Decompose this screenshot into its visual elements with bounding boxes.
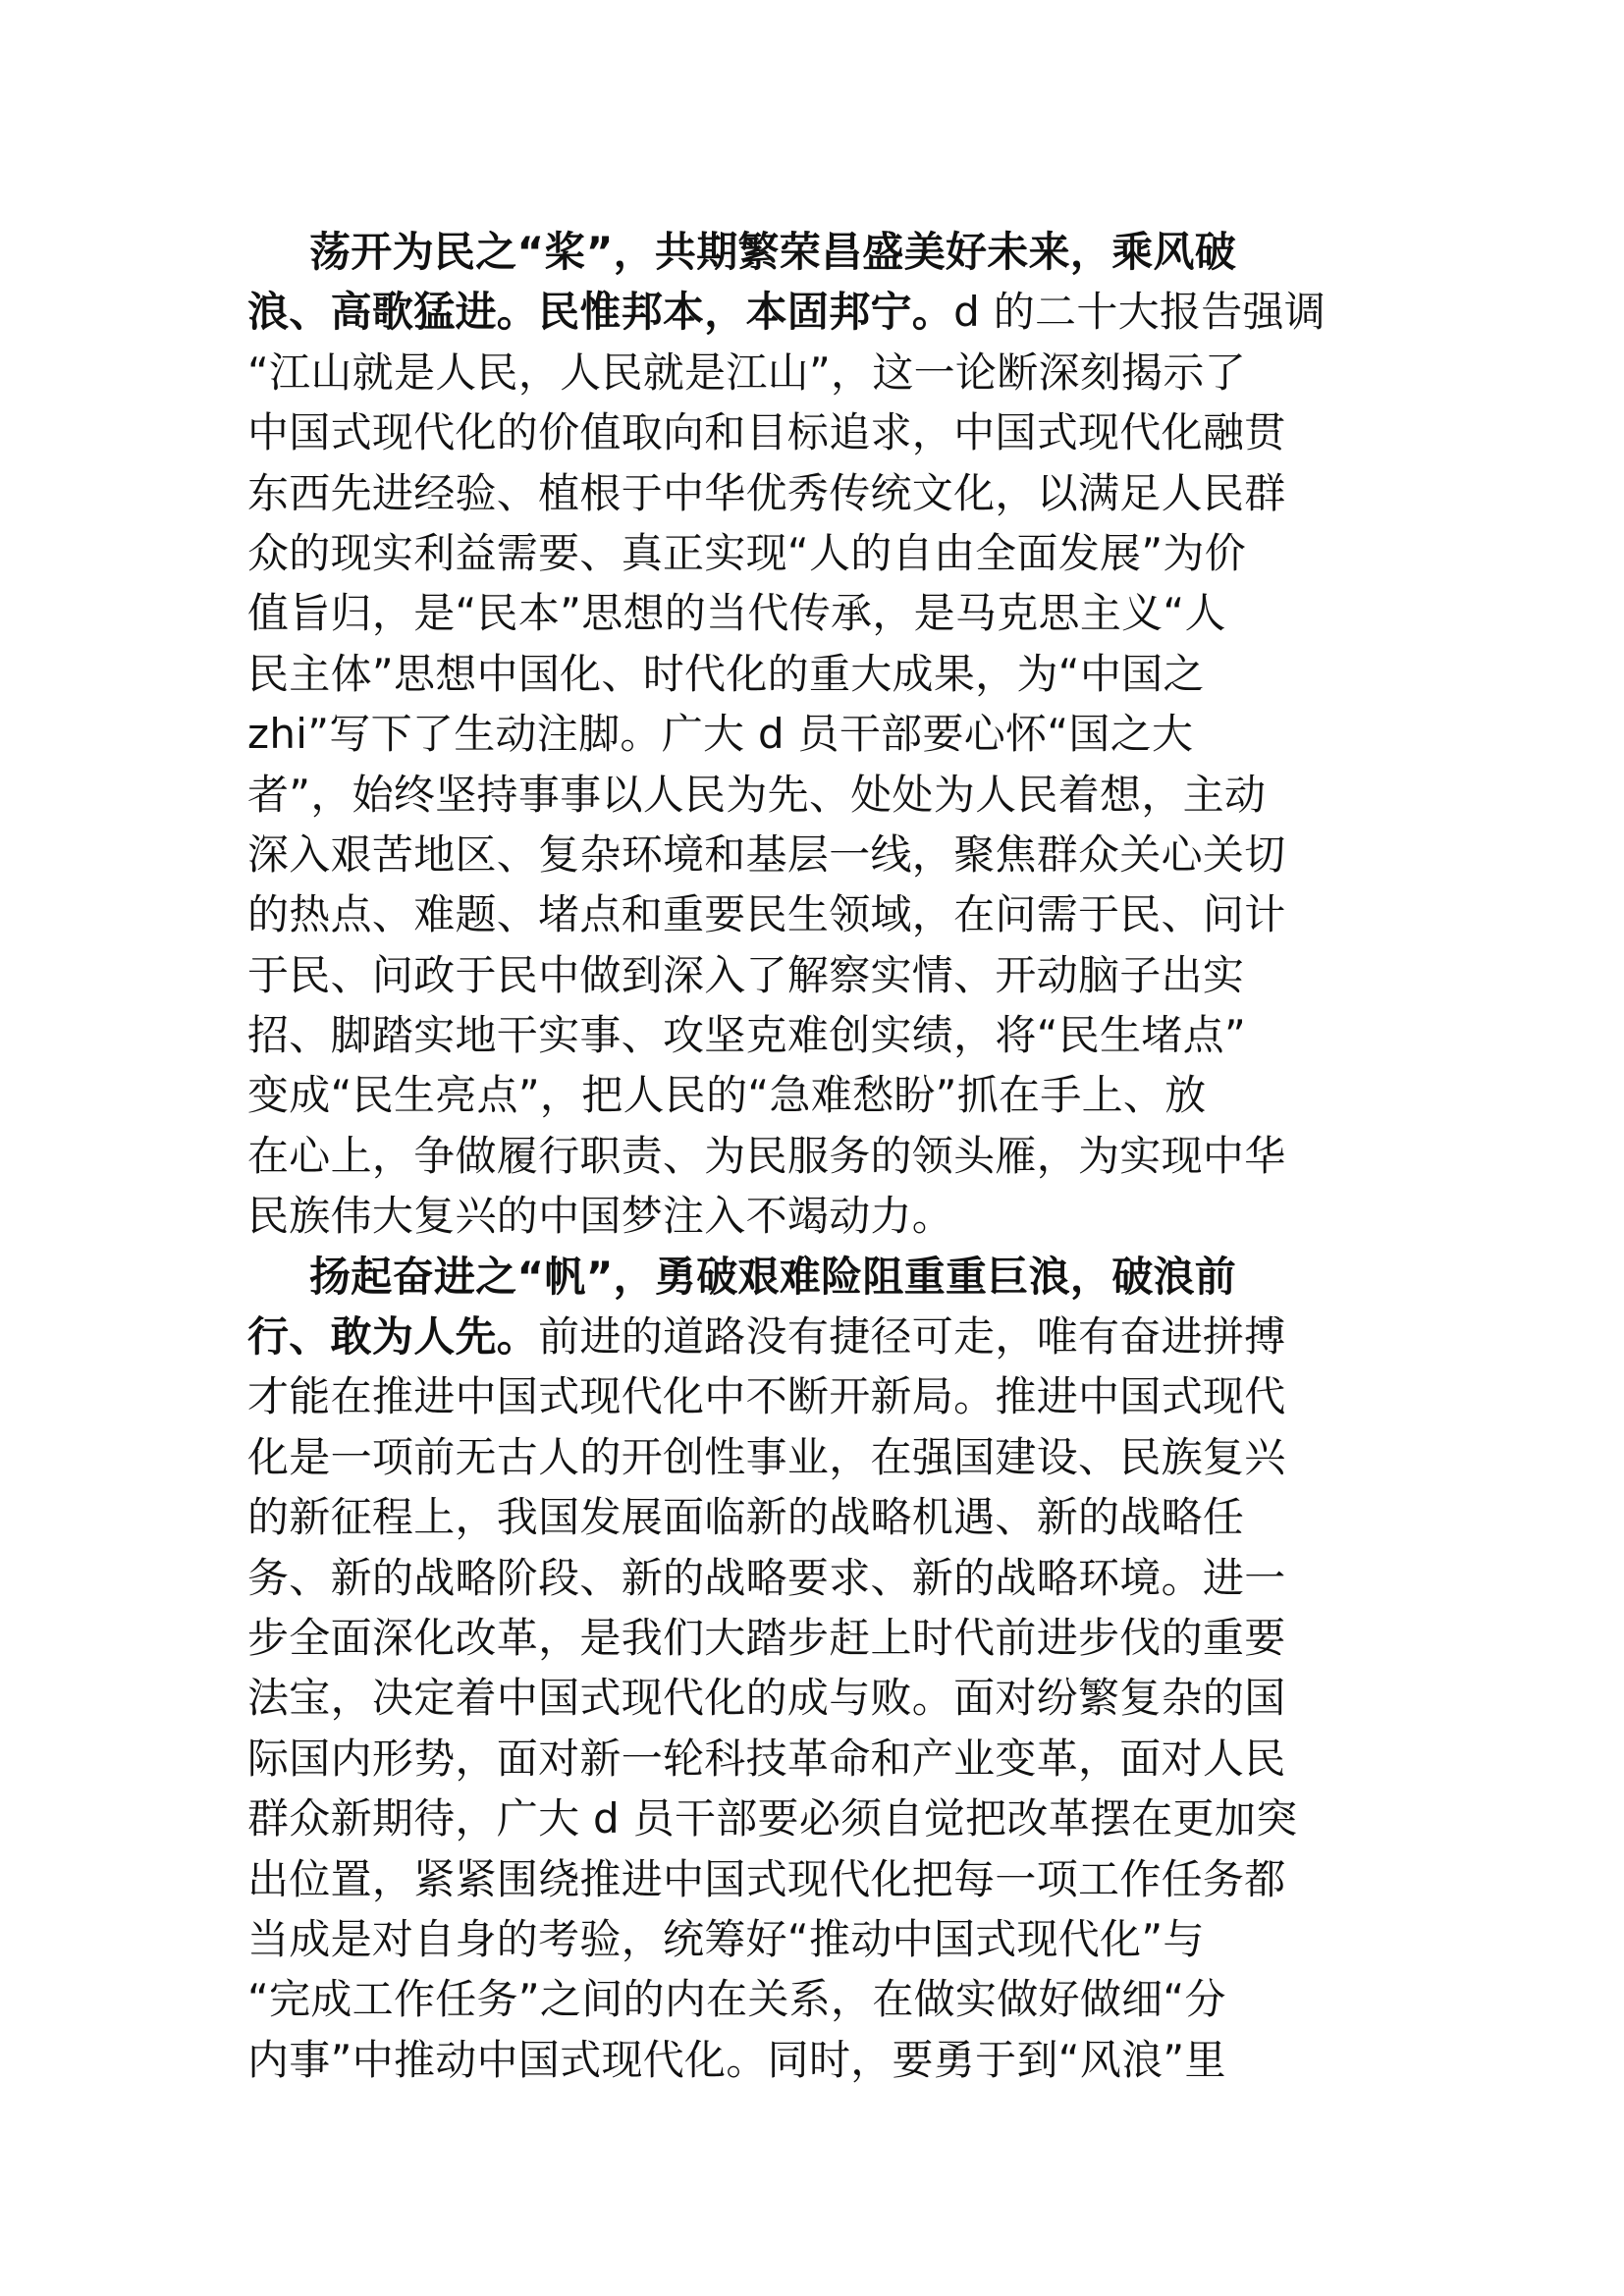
text-line bbox=[247, 343, 1377, 402]
body-text: 化是一项前无古人的开创性事业，在强国建设、民族复兴 bbox=[247, 1432, 1286, 1481]
text-line bbox=[247, 1247, 1377, 1307]
body-text: 才能在推进中国式现代化中不断开新局。推进中国式现代 bbox=[247, 1372, 1286, 1421]
body-text: 众的现实利益需要、真正实现“人的自由全面发展”为价 bbox=[247, 528, 1247, 577]
body-text: d 的二十大报告强调 bbox=[953, 288, 1326, 337]
text-line bbox=[247, 1668, 1377, 1728]
text-line bbox=[247, 1005, 1377, 1065]
paragraph-1 bbox=[247, 222, 1377, 1247]
body-text: 民族伟大复兴的中国梦注入不竭动力。 bbox=[247, 1192, 954, 1241]
text-line bbox=[247, 825, 1377, 884]
body-text: 于民、问政于民中做到深入了解察实情、开动脑子出实 bbox=[247, 950, 1245, 999]
bold-heading-text: 荡开为民之“桨”，共期繁荣昌盛美好未来，乘风破 bbox=[309, 228, 1237, 276]
text-line bbox=[247, 2030, 1377, 2090]
body-text: 在心上，争做履行职责、为民服务的领头雁，为实现中华 bbox=[247, 1131, 1286, 1180]
body-text: 值旨归，是“民本”思想的当代传承，是马克思主义“人 bbox=[247, 589, 1226, 638]
body-text: 步全面深化改革，是我们大踏步赶上时代前进步伐的重要 bbox=[247, 1613, 1286, 1662]
body-text: 当成是对自身的考验，统筹好“推动中国式现代化”与 bbox=[247, 1914, 1205, 1963]
text-line bbox=[247, 1548, 1377, 1608]
text-line bbox=[247, 884, 1377, 944]
bold-heading-text: 浪、高歌猛进。民惟邦本，本固邦宁。 bbox=[247, 288, 954, 337]
text-line bbox=[247, 222, 1377, 282]
text-line bbox=[247, 644, 1377, 704]
text-line bbox=[247, 1427, 1377, 1487]
body-text: 群众新期待，广大 d 员干部要必须自觉把改革摆在更加突 bbox=[247, 1794, 1298, 1843]
body-text: 招、脚踏实地干实事、攻坚克难创实绩，将“民生堵点” bbox=[247, 1011, 1247, 1060]
bold-heading-text: 行、敢为人先。 bbox=[247, 1312, 539, 1362]
text-line bbox=[247, 1909, 1377, 1969]
text-line bbox=[247, 1186, 1377, 1246]
text-line bbox=[247, 1969, 1377, 2029]
text-line bbox=[247, 704, 1377, 764]
text-line bbox=[247, 282, 1377, 342]
body-text: “完成工作任务”之间的内在关系，在做实做好做细“分 bbox=[247, 1975, 1226, 2024]
text-line bbox=[247, 1065, 1377, 1125]
body-text: 者”，始终坚持事事以人民为先、处处为人民着想，主动 bbox=[247, 770, 1267, 819]
paragraph-2 bbox=[247, 1247, 1377, 2090]
body-text: 深入艰苦地区、复杂环境和基层一线，聚焦群众关心关切 bbox=[247, 829, 1286, 879]
text-line bbox=[247, 1849, 1377, 1909]
text-line bbox=[247, 1729, 1377, 1789]
text-line bbox=[247, 1366, 1377, 1426]
text-line bbox=[247, 583, 1377, 643]
text-line bbox=[247, 402, 1377, 462]
document-body bbox=[247, 222, 1377, 2090]
body-text: 民主体”思想中国化、时代化的重大成果，为“中国之 bbox=[247, 649, 1205, 698]
body-text: 变成“民生亮点”，把人民的“急难愁盼”抓在手上、放 bbox=[247, 1071, 1207, 1120]
body-text: “江山就是人民，人民就是江山”，这一论断深刻揭示了 bbox=[247, 347, 1247, 397]
bold-heading-text: 扬起奋进之“帆”，勇破艰难险阻重重巨浪，破浪前 bbox=[309, 1252, 1237, 1301]
body-text: 的新征程上，我国发展面临新的战略机遇、新的战略任 bbox=[247, 1493, 1245, 1542]
body-text: zhi”写下了生动注脚。广大 d 员干部要心怀“国之大 bbox=[247, 710, 1194, 759]
text-line bbox=[247, 1126, 1377, 1186]
text-line bbox=[247, 1789, 1377, 1848]
body-text: 中国式现代化的价值取向和目标追求，中国式现代化融贯 bbox=[247, 408, 1286, 457]
body-text: 前进的道路没有捷径可走，唯有奋进拼搏 bbox=[538, 1312, 1286, 1362]
text-line bbox=[247, 1487, 1377, 1547]
body-text: 际国内形势，面对新一轮科技革命和产业变革，面对人民 bbox=[247, 1734, 1286, 1783]
body-text: 东西先进经验、植根于中华优秀传统文化，以满足人民群 bbox=[247, 468, 1286, 517]
body-text: 法宝，决定着中国式现代化的成与败。面对纷繁复杂的国 bbox=[247, 1674, 1286, 1723]
text-line bbox=[247, 463, 1377, 523]
text-line bbox=[247, 523, 1377, 583]
text-line bbox=[247, 1307, 1377, 1366]
body-text: 务、新的战略阶段、新的战略要求、新的战略环境。进一 bbox=[247, 1553, 1286, 1602]
body-text: 内事”中推动中国式现代化。同时，要勇于到“风浪”里 bbox=[247, 2035, 1226, 2084]
text-line bbox=[247, 1608, 1377, 1668]
body-text: 出位置，紧紧围绕推进中国式现代化把每一项工作任务都 bbox=[247, 1854, 1286, 1903]
text-line bbox=[247, 765, 1377, 825]
text-line bbox=[247, 945, 1377, 1005]
body-text: 的热点、难题、堵点和重要民生领域，在问需于民、问计 bbox=[247, 890, 1286, 939]
